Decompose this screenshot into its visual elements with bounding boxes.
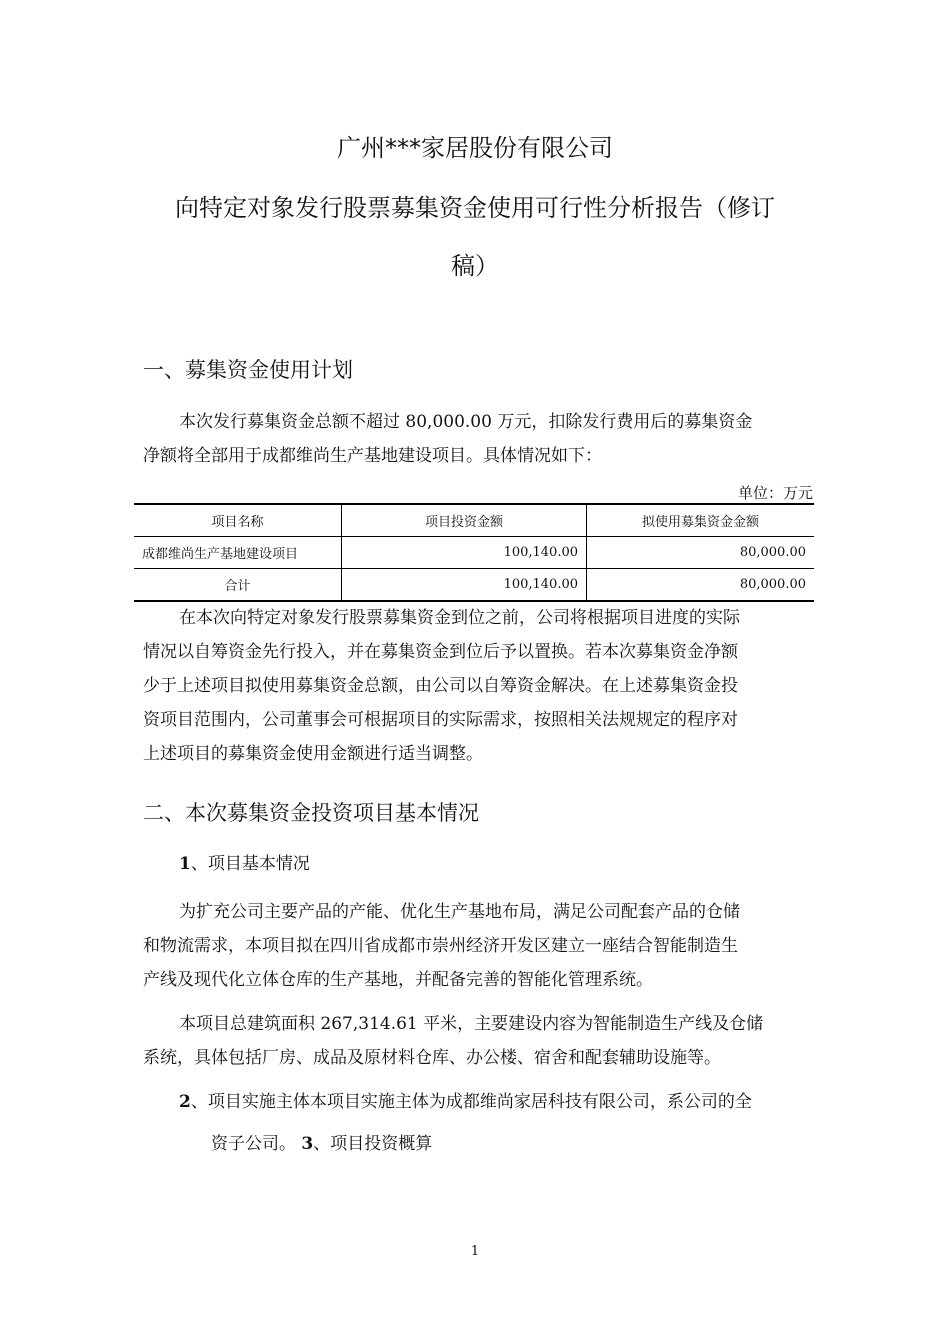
cell-investment: 100,140.00 (342, 537, 587, 569)
subheading-text: 、项目基本情况 (190, 854, 310, 874)
section-heading-1: 一、募集资金使用计划 (143, 358, 353, 382)
paragraph-line: 资项目范围内，公司董事会可根据项目的实际需求，按照相关法规规定的程序对 (143, 710, 738, 730)
project-overview-paragraph (143, 895, 815, 997)
paragraph-line: 在本次向特定对象发行股票募集资金到位之前，公司将根据项目进度的实际 (179, 608, 740, 628)
cell-total-label: 合计 (134, 569, 342, 602)
table-row-total (134, 569, 814, 602)
intro-line: 本次发行募集资金总额不超过 80,000.00 万元，扣除发行费用后的募集资金 (179, 412, 753, 432)
unit-label: 单位：万元 (737, 484, 813, 502)
subheading-2-continued (211, 1127, 811, 1161)
subheading-2 (143, 1085, 833, 1119)
subheading-1 (143, 847, 815, 881)
subheading-number: 3 (301, 1134, 314, 1154)
subheading-number: 1 (179, 854, 191, 874)
cell-raised-funds: 80,000.00 (587, 537, 815, 569)
table-header-row (134, 504, 814, 537)
cell-project-name: 成都维尚生产基地建设项目 (134, 537, 342, 569)
document-title: 广州***家居股份有限公司 (337, 134, 613, 162)
subheading-text-cont: 资子公司。 (211, 1134, 296, 1154)
document-subtitle-cont: 稿） (451, 252, 499, 280)
intro-line: 净额将全部用于成都维尚生产基地建设项目。具体情况如下： (143, 446, 602, 466)
paragraph-line: 系统，具体包括厂房、成品及原材料仓库、办公楼、宿舍和配套辅助设施等。 (143, 1048, 721, 1068)
subheading-text: 、项目实施主体本项目实施主体为成都维尚家居科技有限公司，系公司的全 (190, 1092, 752, 1112)
paragraph-line: 产线及现代化立体仓库的生产基地，并配备完善的智能化管理系统。 (143, 970, 653, 990)
section-heading-2: 二、本次募集资金投资项目基本情况 (143, 801, 479, 825)
page-number: 1 (470, 1244, 480, 1259)
table-row (134, 537, 814, 569)
paragraph-line: 和物流需求，本项目拟在四川省成都市崇州经济开发区建立一座结合智能制造生 (143, 936, 738, 956)
section1-intro (143, 405, 815, 473)
header-project-name: 项目名称 (134, 504, 342, 537)
section1-paragraph (143, 601, 815, 771)
paragraph-line: 为扩充公司主要产品的产能、优化生产基地布局，满足公司配套产品的仓储 (179, 902, 740, 922)
cell-total-investment: 100,140.00 (342, 569, 587, 602)
paragraph-line: 情况以自筹资金先行投入，并在募集资金到位后予以置换。若本次募集资金净额 (143, 642, 738, 662)
paragraph-line: 本项目总建筑面积 267,314.61 平米，主要建设内容为智能制造生产线及仓储 (179, 1014, 764, 1034)
subheading-number: 2 (179, 1092, 191, 1112)
document-subtitle: 向特定对象发行股票募集资金使用可行性分析报告（修订 (175, 194, 775, 222)
subheading-text: 、项目投资概算 (313, 1134, 433, 1154)
construction-paragraph (143, 1007, 815, 1075)
header-investment: 项目投资金额 (342, 504, 587, 537)
cell-total-raised-funds: 80,000.00 (587, 569, 815, 602)
header-raised-funds: 拟使用募集资金金额 (587, 504, 815, 537)
paragraph-line: 上述项目的募集资金使用金额进行适当调整。 (143, 744, 483, 764)
paragraph-line: 少于上述项目拟使用募集资金总额，由公司以自筹资金解决。在上述募集资金投 (143, 676, 738, 696)
fund-usage-table (134, 503, 814, 602)
